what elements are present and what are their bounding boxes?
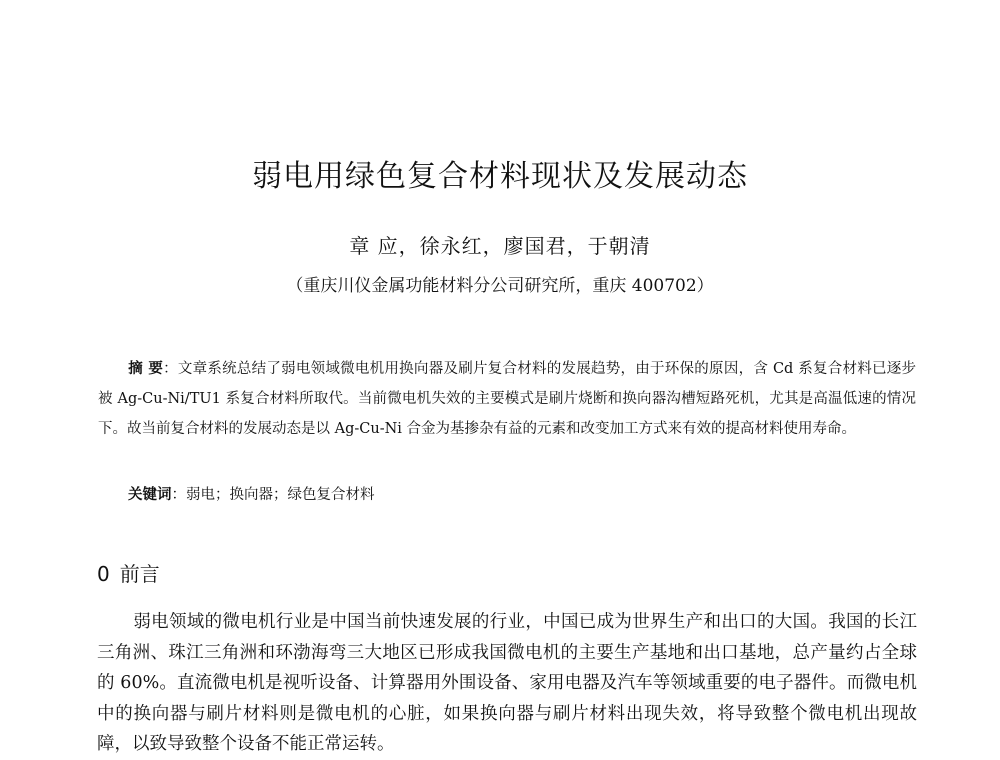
author-list: 章 应，徐永红，廖国君，于朝清 xyxy=(349,234,651,258)
keywords-block xyxy=(128,480,916,510)
abstract-text: ：文章系统总结了弱电领域微电机用换向器及刷片复合材料的发展趋势，由于环保的原因，含 Cd 系复合材料已逐步被 Ag-Cu-Ni/TU1 系复合材料所取代。当前微电机失效的主要模式是刷片烧断和换向器沟槽短路死机，尤其是高温低速的情况下。故当前复合材料的发展动态是以 Ag-Cu-Ni 合金为基掺杂有益的元素和改变加工方式来有效的提高材料使用寿命。 xyxy=(98,361,916,437)
author-affiliation: （重庆川仪金属功能材料分公司研究所，重庆 400702） xyxy=(286,276,714,296)
section-heading-introduction xyxy=(97,560,160,588)
section-title: 前言 xyxy=(119,562,160,586)
paper-title: 弱电用绿色复合材料现状及发展动态 xyxy=(252,159,748,194)
keywords-label: 关键词 xyxy=(128,486,172,503)
abstract-label: 摘 要 xyxy=(128,360,164,377)
intro-paragraph: 弱电领域的微电机行业是中国当前快速发展的行业，中国已成为世界生产和出口的大国。我国的长江三角洲、珠江三角洲和环渤海弯三大地区已形成我国微电机的主要生产基地和出口基地，总产量约占全球的 60%。直流微电机是视听设备、计算器用外围设备、家用电器及汽车等领域重要的电子器件。而微电机中的换向器与刷片材料则是微电机的心脏，如果换向器与刷片材料出现失效，将导致整个微电机出现故障，以致导致整个设备不能正常运转。 xyxy=(97,612,917,754)
keywords-text: ：弱电；换向器；绿色复合材料 xyxy=(171,487,375,503)
intro-paragraph-block xyxy=(97,607,917,760)
section-number: 0 xyxy=(97,562,110,586)
abstract-block xyxy=(98,354,916,444)
